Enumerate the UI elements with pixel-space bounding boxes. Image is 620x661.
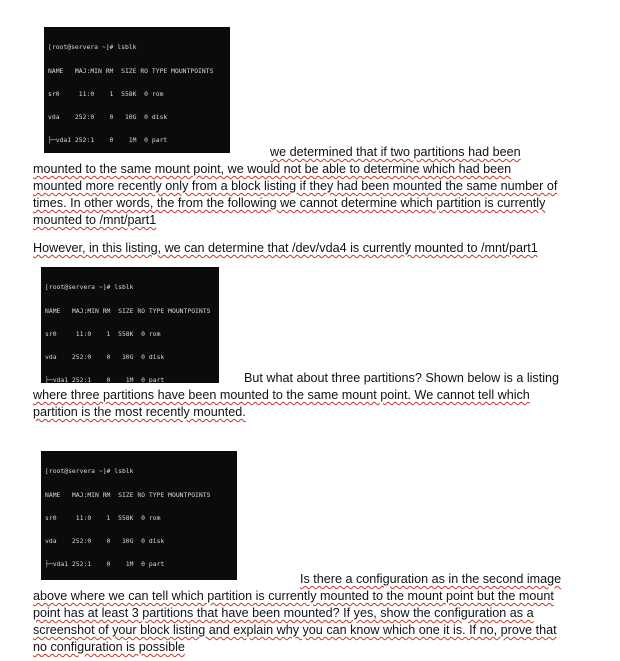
- terminal-line: vda 252:0 0 10G 0 disk: [45, 536, 165, 545]
- terminal-line: sr0 11:0 1 558K 0 rom: [48, 89, 164, 98]
- paragraph-2: [33, 240, 538, 257]
- text-run: screenshot of your block listing and explain why you can know which one it is. If no, prove that: [33, 623, 557, 637]
- terminal-line: [root@servera ~]# lsblk: [48, 43, 137, 52]
- text-run: However, in this listing, we can determine that /dev/vda4 is currently mounted to /mnt/part1: [33, 241, 538, 255]
- text-run: times. In other words, the from the following we cannot determine which partition is currently: [33, 196, 546, 210]
- text-run: where three partitions have been mounted to the same mount point. We cannot tell which: [33, 388, 530, 402]
- paragraph-4-line-4: [33, 622, 557, 639]
- terminal-line: [root@servera ~]# lsblk: [45, 467, 134, 476]
- paragraph-4-line-1: [300, 571, 561, 588]
- terminal-line: vda 252:0 0 10G 0 disk: [45, 352, 165, 361]
- paragraph-3-line-1: [244, 370, 559, 387]
- paragraph-1-line-4: [33, 195, 545, 212]
- paragraph-1-line-3: [33, 178, 557, 195]
- terminal-line: [root@servera ~]# lsblk: [45, 283, 134, 292]
- text-run: point has at least 3 partitions that have been mounted? If yes, show the configuration as a: [33, 606, 534, 620]
- text-run: Is there a configuration as in the second image: [300, 572, 562, 586]
- terminal-line: vda 252:0 0 10G 0 disk: [48, 112, 168, 121]
- paragraph-3-line-3: [33, 404, 246, 421]
- terminal-line: sr0 11:0 1 558K 0 rom: [45, 329, 161, 338]
- terminal-line: NAME MAJ:MIN RM SIZE RO TYPE MOUNTPOINTS: [48, 66, 214, 75]
- text-run: But what about three partitions? Shown below is a listing: [244, 371, 560, 385]
- paragraph-1-line-1: [270, 144, 521, 161]
- lsblk-screenshot-2: [41, 267, 219, 383]
- paragraph-1-line-5: [33, 212, 156, 229]
- terminal-line: ├─vda1 252:1 0 1M 0 part: [45, 375, 165, 383]
- text-run: above where we can tell which partition is currently mounted to the mount point but the mount: [33, 589, 554, 603]
- lsblk-screenshot-1: [44, 27, 230, 153]
- text-run: no configuration is possible: [33, 640, 185, 654]
- text-run: mounted more recently only from a block listing if they had been mounted the same number of: [33, 179, 558, 193]
- terminal-line: ├─vda1 252:1 0 1M 0 part: [45, 559, 165, 568]
- terminal-line: NAME MAJ:MIN RM SIZE RO TYPE MOUNTPOINTS: [45, 490, 211, 499]
- terminal-line: ├─vda1 252:1 0 1M 0 part: [48, 135, 168, 144]
- lsblk-screenshot-3: [41, 451, 237, 580]
- terminal-line: sr0 11:0 1 558K 0 rom: [45, 513, 161, 522]
- paragraph-4-line-3: [33, 605, 534, 622]
- text-run: partition is the most recently mounted.: [33, 405, 246, 419]
- text-run: we determined that if two partitions had been: [270, 145, 521, 159]
- paragraph-4-line-2: [33, 588, 554, 605]
- paragraph-4-line-5: [33, 639, 185, 656]
- text-run: mounted to the same mount point, we would not be able to determine which had been: [33, 162, 512, 176]
- paragraph-1-line-2: [33, 161, 511, 178]
- text-run: mounted to /mnt/part1: [33, 213, 157, 227]
- terminal-line: NAME MAJ:MIN RM SIZE RO TYPE MOUNTPOINTS: [45, 306, 211, 315]
- paragraph-3-line-2: [33, 387, 530, 404]
